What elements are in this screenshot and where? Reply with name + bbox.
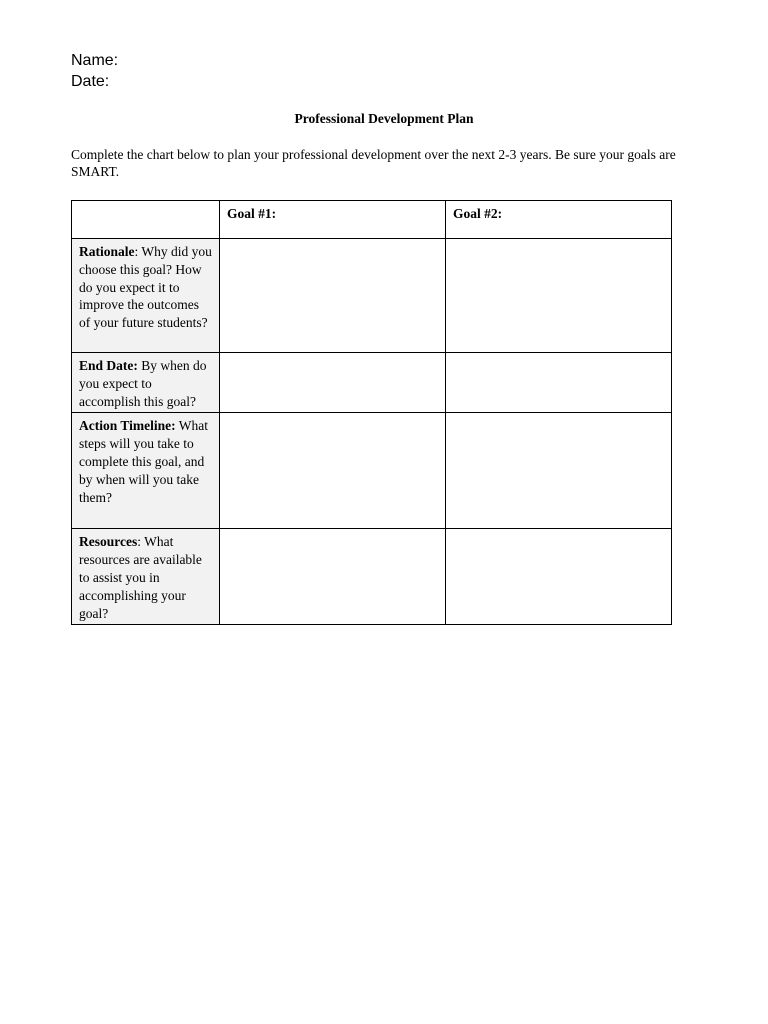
rationale-title: Rationale xyxy=(79,244,135,259)
goal-1-header-label: Goal #1: xyxy=(227,206,277,221)
rationale-label-cell xyxy=(72,239,220,353)
rationale-goal-2-cell[interactable] xyxy=(446,239,672,353)
name-label: Name: xyxy=(71,52,119,69)
development-plan-table xyxy=(71,200,672,625)
resources-title: Resources xyxy=(79,534,138,550)
rationale-description: Why did you choose this goal? How do you expect it to improve the outcomes of your future students? xyxy=(79,244,212,331)
document-title: Professional Development Plan xyxy=(294,111,474,126)
end-date-goal-2-cell[interactable] xyxy=(446,353,672,413)
table-row-rationale xyxy=(72,239,672,353)
action-timeline-description: What steps will you take to complete this goal, and by when will you take them? xyxy=(79,418,209,505)
resources-description: What resources are available to assist you in accomplishing your goal? xyxy=(79,534,202,621)
corner-cell xyxy=(72,201,220,239)
date-label: Date: xyxy=(71,73,110,90)
action-timeline-goal-1-cell[interactable] xyxy=(220,413,446,529)
resources-goal-2-cell[interactable] xyxy=(446,529,672,625)
table-row-resources xyxy=(72,529,672,625)
action-timeline-goal-2-cell[interactable] xyxy=(446,413,672,529)
goal-2-header xyxy=(446,201,672,239)
end-date-description: By when do you expect to accomplish this goal? xyxy=(79,358,207,409)
table-header-row xyxy=(72,201,672,239)
goal-1-header xyxy=(220,201,446,239)
resources-separator: : xyxy=(137,534,145,550)
rationale-goal-1-cell[interactable] xyxy=(220,239,446,353)
instructions-text: Complete the chart below to plan your professional development over the next 2-3 years. Be sure your goals are SMART. xyxy=(71,147,676,179)
end-date-label-cell xyxy=(72,353,220,413)
resources-goal-1-cell[interactable] xyxy=(220,529,446,625)
action-timeline-label-cell xyxy=(72,413,220,529)
end-date-title: End Date: xyxy=(79,358,138,373)
rationale-separator: : xyxy=(134,244,142,259)
table-row-action-timeline xyxy=(72,413,672,529)
resources-label-cell xyxy=(72,529,220,625)
table-row-end-date xyxy=(72,353,672,413)
end-date-goal-1-cell[interactable] xyxy=(220,353,446,413)
goal-2-header-label: Goal #2: xyxy=(453,206,503,221)
action-timeline-title: Action Timeline: xyxy=(79,418,176,434)
